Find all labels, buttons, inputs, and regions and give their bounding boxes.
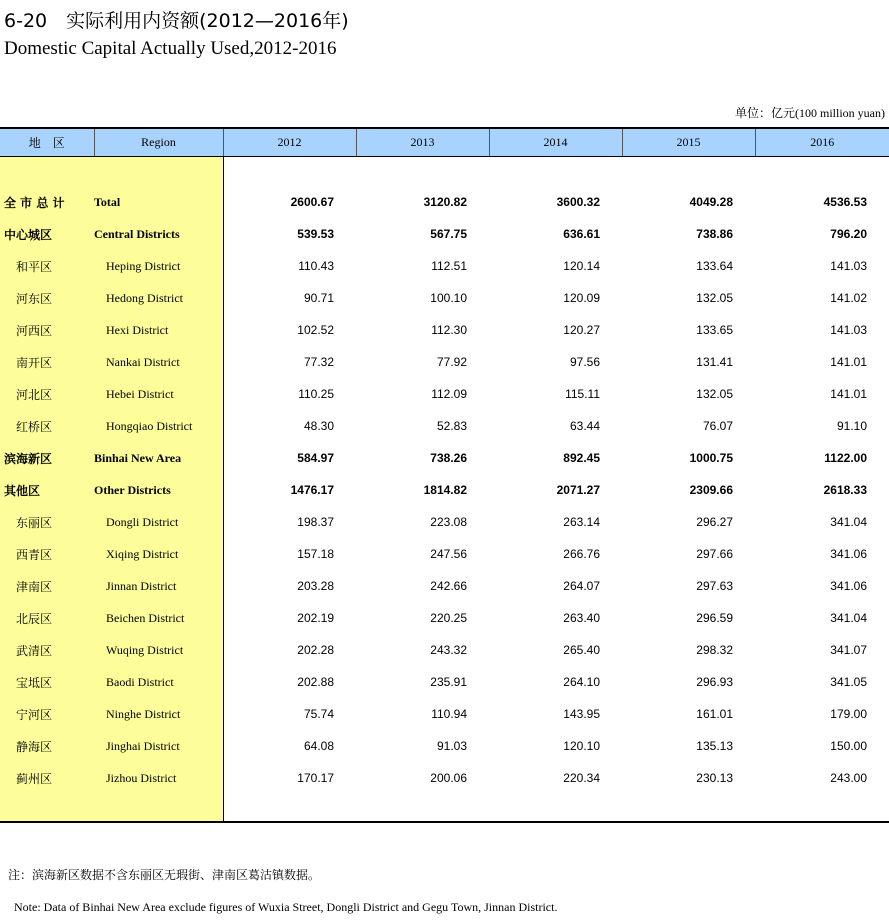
page-title-cn: 6-20 实际利用内资额(2012—2016年) — [4, 10, 349, 32]
table-row — [0, 634, 889, 666]
value-cell: 115.11 — [565, 387, 600, 401]
data-table — [0, 127, 889, 823]
header-year-2013: 2013 — [356, 128, 489, 157]
value-cell: 143.95 — [563, 707, 600, 721]
footnote-en: Note: Data of Binhai New Area exclude figures of Wuxia Street, Dongli District and Gegu Town, Jinnan District. — [14, 900, 558, 914]
value-cell: 3600.32 — [556, 195, 600, 209]
value-cell: 796.20 — [830, 227, 867, 241]
value-cell: 141.03 — [830, 323, 867, 337]
value-cell: 64.08 — [303, 739, 334, 753]
header-region-en: Region — [94, 128, 223, 157]
value-cell: 341.06 — [830, 547, 867, 561]
table-row — [0, 730, 889, 762]
value-cell: 141.01 — [830, 387, 867, 401]
value-cell: 584.97 — [297, 451, 334, 465]
page-title-en: Domestic Capital Actually Used,2012-2016 — [4, 38, 337, 59]
value-cell: 247.56 — [430, 547, 467, 561]
value-cell: 97.56 — [569, 355, 600, 369]
value-cell: 52.83 — [436, 419, 467, 433]
region-cn-cell: 河东区 — [0, 282, 94, 314]
value-cell: 230.13 — [696, 771, 733, 785]
region-en-cell: Heping District — [94, 250, 223, 282]
spacer-row — [0, 157, 889, 187]
value-cell: 2600.67 — [290, 195, 334, 209]
value-cell: 110.43 — [298, 259, 334, 273]
value-cell: 135.13 — [696, 739, 733, 753]
value-cell: 157.18 — [297, 547, 334, 561]
value-cell: 297.63 — [696, 579, 733, 593]
value-cell: 243.32 — [430, 643, 467, 657]
value-cell: 112.51 — [431, 259, 467, 273]
region-cn-cell: 其他区 — [0, 474, 94, 506]
value-cell: 263.14 — [563, 515, 600, 529]
value-cell: 202.19 — [297, 611, 334, 625]
region-cn-cell: 和平区 — [0, 250, 94, 282]
value-cell: 76.07 — [702, 419, 733, 433]
value-cell: 636.61 — [563, 227, 600, 241]
region-en-cell: Hexi District — [94, 314, 223, 346]
value-cell: 296.27 — [696, 515, 733, 529]
value-cell: 161.01 — [696, 707, 733, 721]
value-cell: 296.59 — [696, 611, 733, 625]
region-cn-cell: 宝坻区 — [0, 666, 94, 698]
value-cell: 223.08 — [430, 515, 467, 529]
table-row — [0, 314, 889, 346]
table-row — [0, 410, 889, 442]
value-cell: 202.28 — [297, 643, 334, 657]
value-cell: 77.92 — [436, 355, 467, 369]
value-cell: 90.71 — [303, 291, 334, 305]
table-row — [0, 346, 889, 378]
table-body — [0, 157, 889, 823]
value-cell: 112.09 — [431, 387, 467, 401]
data-table-wrapper — [0, 127, 889, 823]
end-padding-row — [0, 794, 889, 822]
value-cell: 120.09 — [563, 291, 600, 305]
value-cell: 296.93 — [696, 675, 733, 689]
footnote-cn: 注：滨海新区数据不含东丽区无瑕街、津南区葛沽镇数据。 — [8, 868, 321, 882]
value-cell: 110.25 — [298, 387, 334, 401]
region-en-cell: Beichen District — [94, 602, 223, 634]
region-en-cell: Dongli District — [94, 506, 223, 538]
value-cell: 264.10 — [563, 675, 600, 689]
region-cn-cell: 北辰区 — [0, 602, 94, 634]
region-cn-cell: 东丽区 — [0, 506, 94, 538]
value-cell: 133.64 — [696, 259, 733, 273]
region-en-cell: Xiqing District — [94, 538, 223, 570]
value-cell: 91.03 — [436, 739, 467, 753]
value-cell: 738.86 — [696, 227, 733, 241]
value-cell: 132.05 — [696, 387, 733, 401]
value-cell: 100.10 — [430, 291, 467, 305]
region-cn-cell: 西青区 — [0, 538, 94, 570]
table-row — [0, 282, 889, 314]
value-cell: 203.28 — [297, 579, 334, 593]
region-en-cell: Baodi District — [94, 666, 223, 698]
region-en-cell: Binhai New Area — [94, 442, 223, 474]
region-en-cell: Jizhou District — [94, 762, 223, 794]
value-cell: 2309.66 — [689, 483, 733, 497]
value-cell: 141.02 — [830, 291, 867, 305]
value-cell: 150.00 — [830, 739, 867, 753]
value-cell: 75.74 — [303, 707, 334, 721]
value-cell: 200.06 — [430, 771, 467, 785]
value-cell: 298.32 — [696, 643, 733, 657]
header-year-2015: 2015 — [622, 128, 755, 157]
region-cn-cell: 蓟州区 — [0, 762, 94, 794]
value-cell: 110.94 — [431, 707, 467, 721]
table-row — [0, 442, 889, 474]
value-cell: 1122.00 — [824, 451, 867, 465]
value-cell: 220.34 — [563, 771, 600, 785]
value-cell: 141.01 — [830, 355, 867, 369]
region-en-cell: Jinghai District — [94, 730, 223, 762]
value-cell: 243.00 — [830, 771, 867, 785]
region-cn-cell: 中心城区 — [0, 218, 94, 250]
value-cell: 2071.27 — [556, 483, 600, 497]
value-cell: 179.00 — [830, 707, 867, 721]
table-row — [0, 474, 889, 506]
value-cell: 170.17 — [297, 771, 334, 785]
region-cn-cell: 河北区 — [0, 378, 94, 410]
region-cn-cell: 滨海新区 — [0, 442, 94, 474]
value-cell: 266.76 — [563, 547, 600, 561]
value-cell: 341.04 — [830, 515, 867, 529]
region-cn-cell: 津南区 — [0, 570, 94, 602]
value-cell: 341.05 — [830, 675, 867, 689]
value-cell: 91.10 — [836, 419, 867, 433]
region-cn-cell: 红桥区 — [0, 410, 94, 442]
region-en-cell: Hongqiao District — [94, 410, 223, 442]
region-cn-cell: 全 市 总 计 — [0, 186, 94, 218]
value-cell: 265.40 — [563, 643, 600, 657]
value-cell: 112.30 — [431, 323, 467, 337]
region-en-cell: Central Districts — [94, 218, 223, 250]
value-cell: 263.40 — [563, 611, 600, 625]
value-cell: 202.88 — [297, 675, 334, 689]
value-cell: 264.07 — [563, 579, 600, 593]
table-row — [0, 378, 889, 410]
region-en-cell: Hedong District — [94, 282, 223, 314]
value-cell: 120.14 — [563, 259, 600, 273]
value-cell: 4536.53 — [823, 195, 867, 209]
unit-label: 单位：亿元(100 million yuan) — [735, 106, 885, 120]
region-cn-cell: 静海区 — [0, 730, 94, 762]
value-cell: 198.37 — [297, 515, 334, 529]
table-row — [0, 666, 889, 698]
value-cell: 77.32 — [303, 355, 334, 369]
region-en-cell: Jinnan District — [94, 570, 223, 602]
value-cell: 297.66 — [696, 547, 733, 561]
region-en-cell: Other Districts — [94, 474, 223, 506]
table-row — [0, 762, 889, 794]
table-row — [0, 186, 889, 218]
region-cn-cell: 武清区 — [0, 634, 94, 666]
value-cell: 738.26 — [430, 451, 467, 465]
region-en-cell: Ninghe District — [94, 698, 223, 730]
region-en-cell: Total — [94, 186, 223, 218]
value-cell: 567.75 — [430, 227, 467, 241]
header-region-cn: 地 区 — [0, 128, 94, 157]
table-row — [0, 506, 889, 538]
value-cell: 341.07 — [830, 643, 867, 657]
table-row — [0, 218, 889, 250]
value-cell: 220.25 — [430, 611, 467, 625]
value-cell: 48.30 — [303, 419, 334, 433]
value-cell: 102.52 — [297, 323, 334, 337]
table-row — [0, 570, 889, 602]
table-row — [0, 602, 889, 634]
value-cell: 341.06 — [830, 579, 867, 593]
value-cell: 120.10 — [563, 739, 600, 753]
header-year-2016: 2016 — [755, 128, 889, 157]
region-cn-cell: 宁河区 — [0, 698, 94, 730]
region-en-cell: Hebei District — [94, 378, 223, 410]
value-cell: 3120.82 — [423, 195, 467, 209]
table-header-row — [0, 128, 889, 157]
table-row — [0, 698, 889, 730]
value-cell: 132.05 — [696, 291, 733, 305]
header-year-2012: 2012 — [223, 128, 356, 157]
value-cell: 539.53 — [297, 227, 334, 241]
header-year-2014: 2014 — [489, 128, 622, 157]
table-row — [0, 250, 889, 282]
value-cell: 1476.17 — [290, 483, 334, 497]
value-cell: 63.44 — [569, 419, 600, 433]
region-cn-cell: 南开区 — [0, 346, 94, 378]
value-cell: 242.66 — [430, 579, 467, 593]
value-cell: 1814.82 — [423, 483, 467, 497]
value-cell: 892.45 — [563, 451, 600, 465]
value-cell: 341.04 — [830, 611, 867, 625]
region-en-cell: Wuqing District — [94, 634, 223, 666]
value-cell: 1000.75 — [689, 451, 733, 465]
value-cell: 235.91 — [430, 675, 467, 689]
region-en-cell: Nankai District — [94, 346, 223, 378]
value-cell: 131.41 — [696, 355, 733, 369]
table-row — [0, 538, 889, 570]
value-cell: 133.65 — [696, 323, 733, 337]
value-cell: 141.03 — [830, 259, 867, 273]
value-cell: 4049.28 — [689, 195, 733, 209]
region-cn-cell: 河西区 — [0, 314, 94, 346]
value-cell: 120.27 — [563, 323, 600, 337]
value-cell: 2618.33 — [823, 483, 867, 497]
